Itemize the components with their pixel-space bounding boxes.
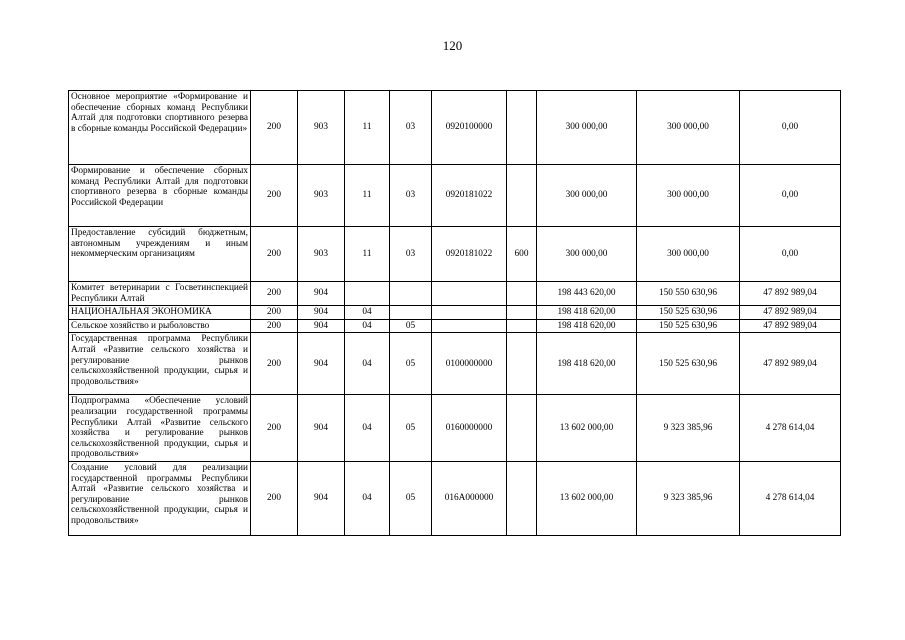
department-cell: 904 [298, 395, 345, 462]
table-row [69, 319, 841, 333]
target-article-cell [432, 306, 507, 320]
unexecuted-cell: 47 892 989,04 [740, 319, 841, 333]
name-cell: Сельское хозяйство и рыболовство [69, 319, 251, 333]
code-cell: 200 [251, 227, 298, 282]
name-cell: Подпрограмма «Обеспечение условий реализации государственной программы Республики Алтай «Развитие сельского хозяйства и регулирование рынков сельскохозяйственной продукции, сырья и продовольствия» [69, 395, 251, 462]
executed-cell: 150 525 630,96 [637, 333, 740, 395]
table-row [69, 395, 841, 462]
executed-cell: 150 525 630,96 [637, 319, 740, 333]
unexecuted-cell: 0,00 [740, 227, 841, 282]
subsection-cell: 05 [390, 461, 432, 535]
name-cell: Формирование и обеспечение сборных команд Республики Алтай для подготовки спортивного резерва в сборные команды Российской Федерации [69, 165, 251, 227]
executed-cell: 300 000,00 [637, 227, 740, 282]
department-cell: 904 [298, 319, 345, 333]
expense-type-cell: 600 [507, 227, 537, 282]
expense-type-cell [507, 91, 537, 165]
expense-type-cell [507, 306, 537, 320]
department-cell: 904 [298, 282, 345, 306]
executed-cell: 9 323 385,96 [637, 461, 740, 535]
code-cell: 200 [251, 395, 298, 462]
subsection-cell [390, 306, 432, 320]
table-row [69, 461, 841, 535]
executed-cell: 150 550 630,96 [637, 282, 740, 306]
name-cell: Комитет ветеринарии с Госветинспекцией Республики Алтай [69, 282, 251, 306]
section-cell [345, 282, 390, 306]
subsection-cell: 03 [390, 91, 432, 165]
table-row [69, 306, 841, 320]
name-cell: Предоставление субсидий бюджетным, автономным учреждениям и иным некоммерческим организациям [69, 227, 251, 282]
name-cell: Создание условий для реализации государственной программы Республики Алтай «Развитие сельского хозяйства и регулирование рынков сельскохозяйственной продукции, сырья и продовольствия» [69, 461, 251, 535]
subsection-cell: 03 [390, 165, 432, 227]
table-row [69, 227, 841, 282]
unexecuted-cell: 0,00 [740, 165, 841, 227]
unexecuted-cell: 4 278 614,04 [740, 395, 841, 462]
amount-cell: 198 443 620,00 [537, 282, 637, 306]
section-cell: 04 [345, 306, 390, 320]
amount-cell: 198 418 620,00 [537, 306, 637, 320]
name-cell: Государственная программа Республики Алтай «Развитие сельского хозяйства и регулирование рынков сельскохозяйственной продукции, сырья и продовольствия» [69, 333, 251, 395]
table-row [69, 333, 841, 395]
target-article-cell: 0920181022 [432, 165, 507, 227]
code-cell: 200 [251, 91, 298, 165]
section-cell: 04 [345, 319, 390, 333]
table-row [69, 91, 841, 165]
amount-cell: 300 000,00 [537, 91, 637, 165]
target-article-cell: 0920181022 [432, 227, 507, 282]
target-article-cell: 0920100000 [432, 91, 507, 165]
table-row [69, 282, 841, 306]
code-cell: 200 [251, 333, 298, 395]
unexecuted-cell: 0,00 [740, 91, 841, 165]
expense-type-cell [507, 395, 537, 462]
section-cell: 04 [345, 333, 390, 395]
unexecuted-cell: 47 892 989,04 [740, 282, 841, 306]
amount-cell: 198 418 620,00 [537, 333, 637, 395]
subsection-cell [390, 282, 432, 306]
expense-type-cell [507, 333, 537, 395]
subsection-cell: 05 [390, 319, 432, 333]
section-cell: 11 [345, 91, 390, 165]
unexecuted-cell: 4 278 614,04 [740, 461, 841, 535]
section-cell: 11 [345, 165, 390, 227]
amount-cell: 300 000,00 [537, 227, 637, 282]
target-article-cell [432, 282, 507, 306]
budget-table [68, 90, 841, 536]
expense-type-cell [507, 165, 537, 227]
code-cell: 200 [251, 165, 298, 227]
target-article-cell: 0100000000 [432, 333, 507, 395]
subsection-cell: 05 [390, 333, 432, 395]
department-cell: 903 [298, 165, 345, 227]
name-cell: НАЦИОНАЛЬНАЯ ЭКОНОМИКА [69, 306, 251, 320]
section-cell: 04 [345, 395, 390, 462]
department-cell: 903 [298, 227, 345, 282]
target-article-cell: 016А000000 [432, 461, 507, 535]
target-article-cell [432, 319, 507, 333]
amount-cell: 13 602 000,00 [537, 395, 637, 462]
code-cell: 200 [251, 282, 298, 306]
expense-type-cell [507, 461, 537, 535]
table-row [69, 165, 841, 227]
page-number: 120 [442, 38, 463, 53]
unexecuted-cell: 47 892 989,04 [740, 333, 841, 395]
department-cell: 904 [298, 333, 345, 395]
code-cell: 200 [251, 306, 298, 320]
amount-cell: 300 000,00 [537, 165, 637, 227]
department-cell: 903 [298, 91, 345, 165]
amount-cell: 198 418 620,00 [537, 319, 637, 333]
name-cell: Основное мероприятие «Формирование и обеспечение сборных команд Республики Алтай для подготовки спортивного резерва в сборные команды Российской Федерации» [69, 91, 251, 165]
unexecuted-cell: 47 892 989,04 [740, 306, 841, 320]
section-cell: 04 [345, 461, 390, 535]
executed-cell: 9 323 385,96 [637, 395, 740, 462]
expense-type-cell [507, 282, 537, 306]
code-cell: 200 [251, 319, 298, 333]
expense-type-cell [507, 319, 537, 333]
department-cell: 904 [298, 306, 345, 320]
department-cell: 904 [298, 461, 345, 535]
executed-cell: 150 525 630,96 [637, 306, 740, 320]
section-cell: 11 [345, 227, 390, 282]
code-cell: 200 [251, 461, 298, 535]
subsection-cell: 05 [390, 395, 432, 462]
target-article-cell: 0160000000 [432, 395, 507, 462]
executed-cell: 300 000,00 [637, 165, 740, 227]
amount-cell: 13 602 000,00 [537, 461, 637, 535]
executed-cell: 300 000,00 [637, 91, 740, 165]
subsection-cell: 03 [390, 227, 432, 282]
